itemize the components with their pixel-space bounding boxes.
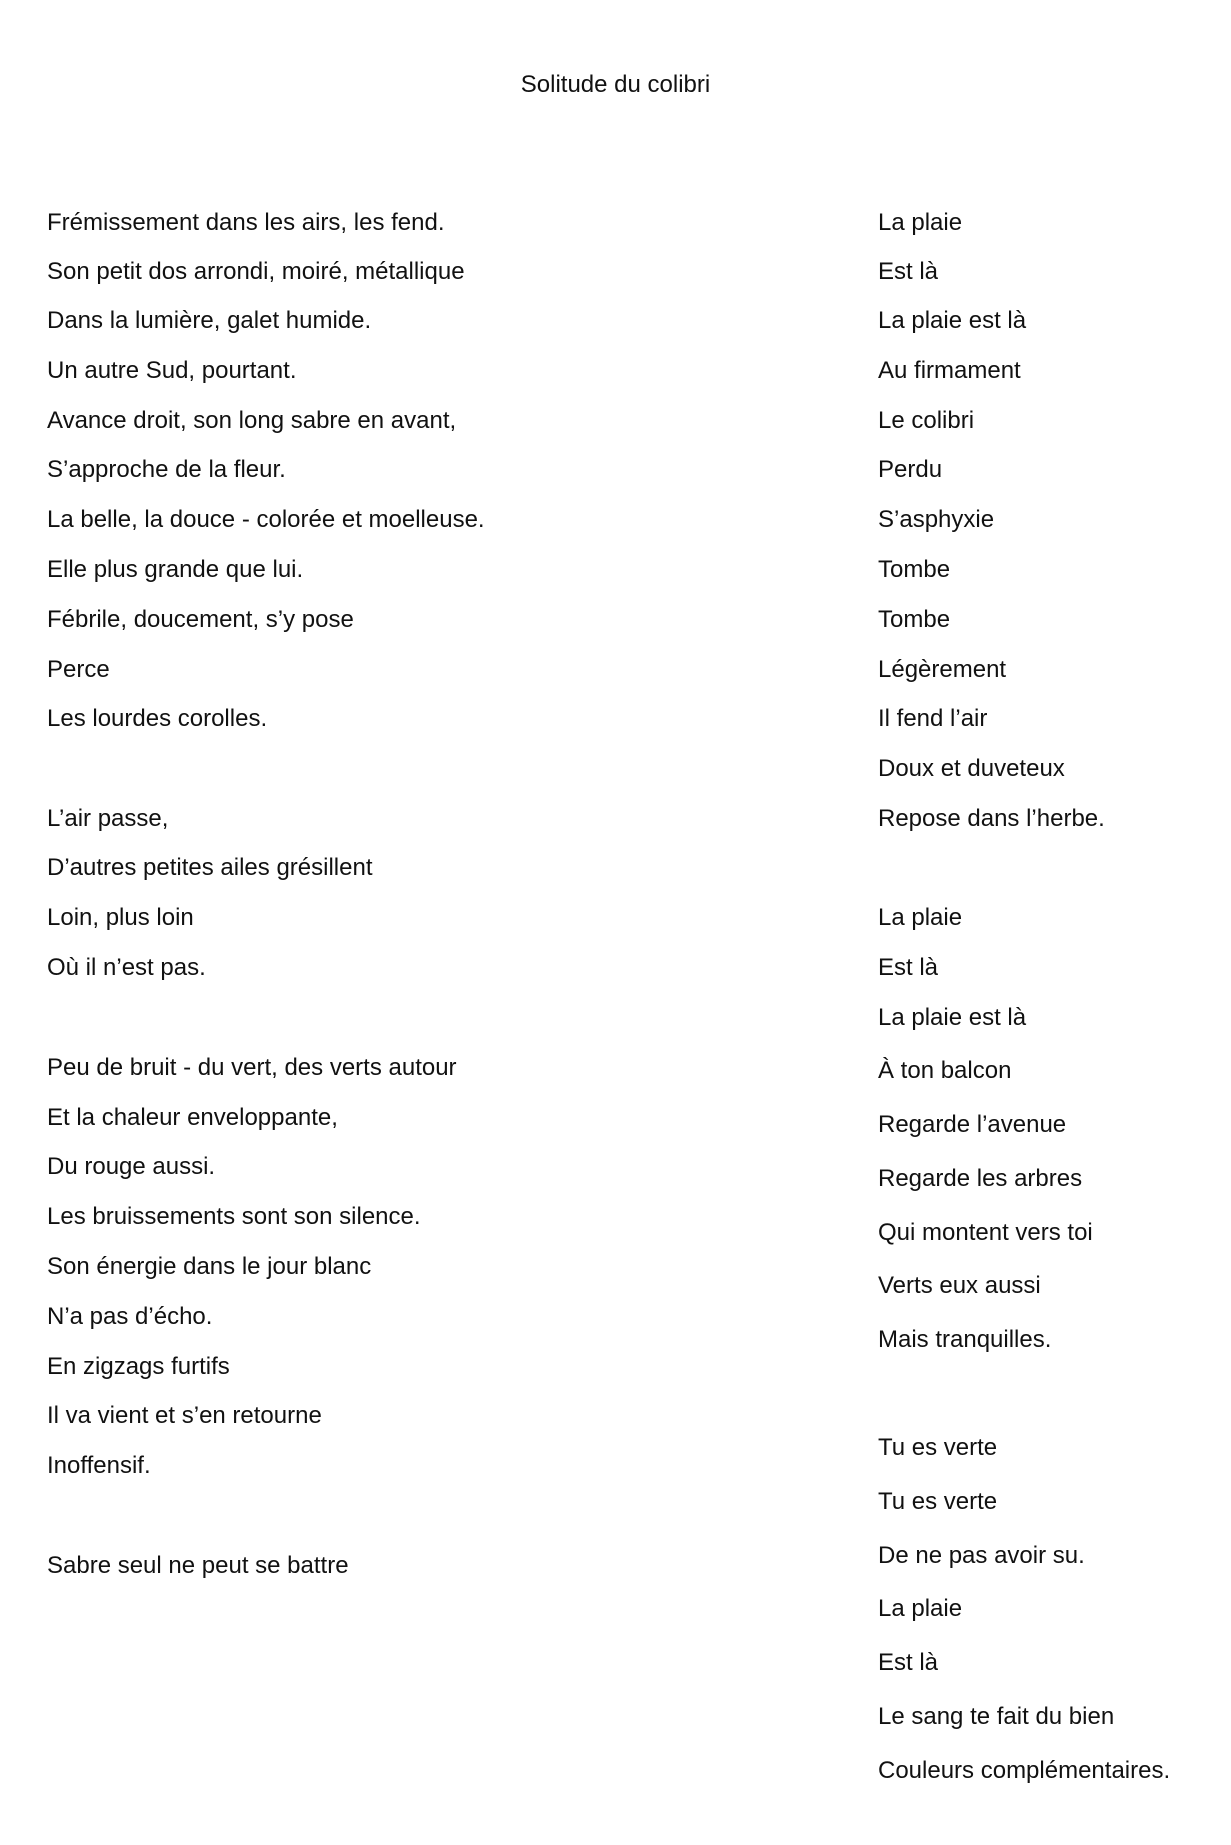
poem-line: D’autres petites ailes grésillent: [47, 854, 373, 881]
poem-line: Où il n’est pas.: [47, 954, 206, 981]
poem-line: Verts eux aussi: [878, 1272, 1041, 1299]
poem-title: Solitude du colibri: [520, 71, 711, 98]
poem-line: Frémissement dans les airs, les fend.: [47, 209, 445, 236]
poem-line: S’asphyxie: [878, 506, 995, 533]
poem-line: Son énergie dans le jour blanc: [47, 1253, 372, 1280]
poem-line: Il fend l’air: [878, 705, 988, 732]
poem-line: Regarde les arbres: [878, 1165, 1083, 1192]
poem-line: Doux et duveteux: [878, 755, 1065, 782]
poem-line: L’air passe,: [47, 805, 169, 832]
poem-line: Le colibri: [878, 407, 975, 434]
poem-line: Mais tranquilles.: [878, 1326, 1052, 1353]
poem-line: Tu es verte: [878, 1434, 998, 1461]
poem-line: La belle, la douce - colorée et moelleuse.: [47, 506, 485, 533]
poem-line: Tombe: [878, 556, 951, 583]
poem-line: Regarde l’avenue: [878, 1111, 1067, 1138]
poem-line: Est là: [878, 1649, 939, 1676]
poem-line: Tu es verte: [878, 1488, 998, 1515]
poem-line: Perce: [47, 656, 110, 683]
poem-line: À ton balcon: [878, 1057, 1012, 1084]
poem-line: Au firmament: [878, 357, 1021, 384]
poem-line: Sabre seul ne peut se battre: [47, 1552, 349, 1579]
poem-line: La plaie est là: [878, 307, 1027, 334]
poem-line: Le sang te fait du bien: [878, 1703, 1115, 1730]
poem-line: Peu de bruit - du vert, des verts autour: [47, 1054, 457, 1081]
poem-line: Un autre Sud, pourtant.: [47, 357, 297, 384]
poem-line: Repose dans l’herbe.: [878, 805, 1105, 832]
poem-line: Loin, plus loin: [47, 904, 194, 931]
poem-line: Couleurs complémentaires.: [878, 1757, 1171, 1784]
poem-line: De ne pas avoir su.: [878, 1542, 1085, 1569]
poem-line: Inoffensif.: [47, 1452, 151, 1479]
poem-line: La plaie: [878, 209, 963, 236]
poem-line: Qui montent vers toi: [878, 1219, 1093, 1246]
poem-line: Elle plus grande que lui.: [47, 556, 304, 583]
poem-line: Dans la lumière, galet humide.: [47, 307, 372, 334]
poem-line: Et la chaleur enveloppante,: [47, 1104, 338, 1131]
poem-line: Légèrement: [878, 656, 1007, 683]
poem-line: Tombe: [878, 606, 951, 633]
poem-line: Avance droit, son long sabre en avant,: [47, 407, 457, 434]
poem-line: En zigzags furtifs: [47, 1353, 230, 1380]
poem-line: La plaie: [878, 1595, 963, 1622]
poem-line: Est là: [878, 258, 939, 285]
poem-line: La plaie: [878, 904, 963, 931]
poem-line: Il va vient et s’en retourne: [47, 1402, 322, 1429]
poem-line: Du rouge aussi.: [47, 1153, 216, 1180]
poem-line: La plaie est là: [878, 1004, 1027, 1031]
poem-line: Son petit dos arrondi, moiré, métallique: [47, 258, 465, 285]
poem-line: Les lourdes corolles.: [47, 705, 268, 732]
poem-line: N’a pas d’écho.: [47, 1303, 213, 1330]
poem-line: Les bruissements sont son silence.: [47, 1203, 421, 1230]
poem-line: S’approche de la fleur.: [47, 456, 286, 483]
poem-line: Perdu: [878, 456, 943, 483]
poem-line: Fébrile, doucement, s’y pose: [47, 606, 354, 633]
poem-line: Est là: [878, 954, 939, 981]
